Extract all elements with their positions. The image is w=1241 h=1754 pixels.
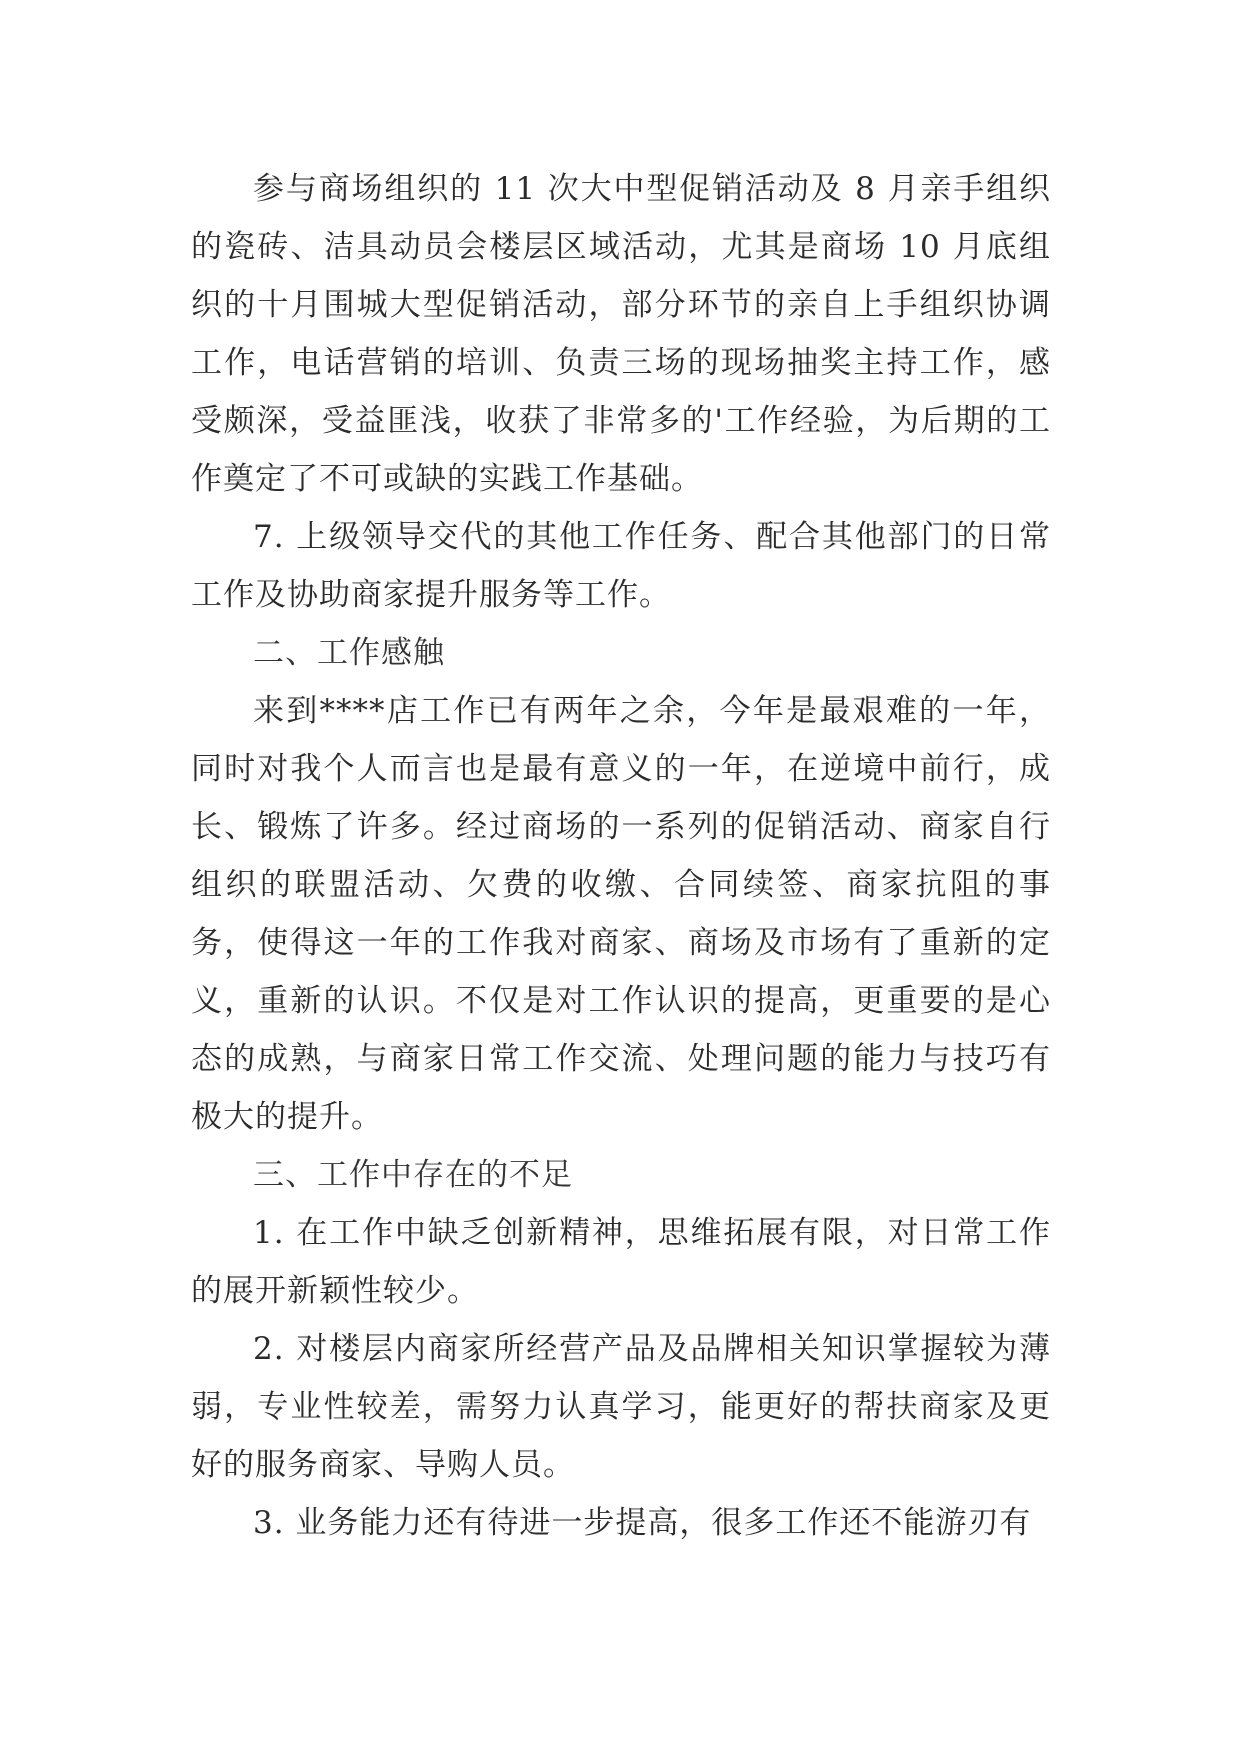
document-body — [191, 160, 1051, 1552]
section-heading-shortcomings: 三、工作中存在的不足 — [253, 1157, 573, 1193]
paragraph-shortcoming-3: 3. 业务能力还有待进一步提高，很多工作还不能游刃有 — [253, 1505, 1032, 1541]
section-heading-work-feelings: 二、工作感触 — [253, 635, 445, 671]
paragraph-shortcoming-2: 2. 对楼层内商家所经营产品及品牌相关知识掌握较为薄弱，专业性较差，需努力认真学习，能更好的帮扶商家及更好的服务商家、导购人员。 — [191, 1331, 1051, 1483]
paragraph-shortcoming-1: 1. 在工作中缺乏创新精神，思维拓展有限，对日常工作的展开新颖性较少。 — [191, 1215, 1051, 1309]
paragraph-item-7: 7. 上级领导交代的其他工作任务、配合其他部门的日常工作及协助商家提升服务等工作。 — [191, 519, 1051, 613]
paragraph-work-feelings: 来到****店工作已有两年之余，今年是最艰难的一年，同时对我个人而言也是最有意义的一年，在逆境中前行，成长、锻炼了许多。经过商场的一系列的促销活动、商家自行组织的联盟活动、欠费的收缴、合同续签、商家抗阻的事务，使得这一年的工作我对商家、商场及市场有了重新的定义，重新的认识。不仅是对工作认识的提高，更重要的是心态的成熟，与商家日常工作交流、处理问题的能力与技巧有极大的提升。 — [191, 693, 1051, 1135]
paragraph-promotion-activities: 参与商场组织的 11 次大中型促销活动及 8 月亲手组织的瓷砖、洁具动员会楼层区域活动，尤其是商场 10 月底组织的十月围城大型促销活动，部分环节的亲自上手组织协调工作，电话营销的培训、负责三场的现场抽奖主持工作，感受颇深，受益匪浅，收获了非常多的'工作经验，为后期的工作奠定了不可或缺的实践工作基础。 — [191, 171, 1051, 497]
